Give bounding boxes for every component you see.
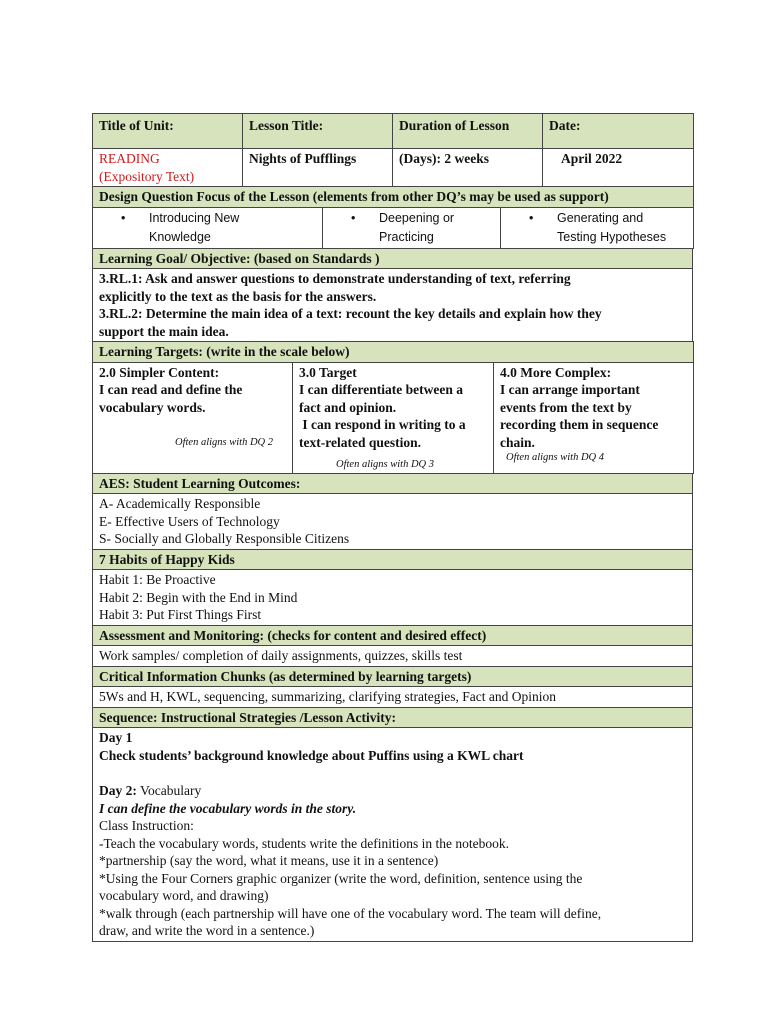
unit-subtitle: (Expository Text): [99, 168, 195, 184]
chunks-table: [92, 666, 693, 708]
dq-alignment-note: Often aligns with DQ 2: [175, 436, 274, 448]
target-simpler-content: 2.0 Simpler Content: I can read and define the vocabulary words. Often aligns with DQ 2: [93, 362, 293, 473]
day2-topic: Vocabulary: [136, 783, 202, 798]
lesson-title-value: Nights of Pufflings: [243, 149, 393, 187]
dq-option-deepening: • Deepening or Practicing: [323, 207, 501, 248]
header-table: [92, 113, 694, 187]
target-more-complex: 4.0 More Complex: I can arrange important events from the text by recording them in sequence chain. Often aligns with DQ 4: [494, 362, 694, 473]
target-main: 3.0 Target I can differentiate between a fact and opinion. I can respond in writing to a text-related question. Often aligns with DQ 3: [293, 362, 494, 473]
habits-body: Habit 1: Be Proactive Habit 2: Begin with the End in Mind Habit 3: Put First Things First: [93, 570, 693, 626]
duration-label: Duration of Lesson: [393, 114, 543, 149]
dq-option-generating: • Generating and Testing Hypotheses: [501, 207, 694, 248]
bullet-icon: •: [121, 210, 126, 225]
bullet-icon: •: [351, 210, 356, 225]
habits-heading: 7 Habits of Happy Kids: [93, 549, 693, 570]
day2-title: Day 2:: [99, 783, 137, 798]
unit-name: READING: [99, 151, 160, 166]
assessment-heading: Assessment and Monitoring: (checks for content and desired effect): [93, 625, 693, 646]
dq-alignment-note: Often aligns with DQ 4: [506, 451, 605, 463]
chunks-body: 5Ws and H, KWL, sequencing, summarizing, clarifying strategies, Fact and Opinion: [93, 687, 693, 708]
aes-heading: AES: Student Learning Outcomes:: [93, 473, 693, 494]
assessment-table: [92, 625, 693, 667]
sequence-body: Day 1 Check students’ background knowledge about Puffins using a KWL chart Day 2: Vocabulary I can define the vocabulary words in the story. Class Instruction: -Teach the vocabulary words, students write the definitions in the notebook. *partnership (say the word, what it means, use it in a sentence) *Using the Four Corners graphic organizer (write the word, definition, sentence using the vocabulary word, and drawing) *walk through (each partnership will have one of the vocabulary word. The team will define, draw, and write the word in a sentence.): [93, 728, 693, 942]
duration-value: (Days): 2 weeks: [393, 149, 543, 187]
date-value: April 2022: [543, 149, 694, 187]
day1-title: Day 1: [99, 730, 133, 745]
assessment-body: Work samples/ completion of daily assignments, quizzes, skills test: [93, 646, 693, 667]
learning-goal-body: 3.RL.1: Ask and answer questions to demonstrate understanding of text, referring explicitly to the text as the basis for the answers. 3.RL.2: Determine the main idea of a text: recount the key details and explain how they support the main idea.: [93, 269, 693, 342]
dq-option-introducing: • Introducing New Knowledge: [93, 207, 323, 248]
sequence-heading: Sequence: Instructional Strategies /Lesson Activity:: [93, 707, 693, 728]
title-of-unit-label: Title of Unit:: [93, 114, 243, 149]
bullet-icon: •: [529, 210, 534, 225]
day2-target: I can define the vocabulary words in the story.: [99, 800, 357, 816]
dq-alignment-note: Often aligns with DQ 3: [336, 458, 435, 470]
date-label: Date:: [543, 114, 694, 149]
learning-targets-table: [92, 341, 694, 474]
aes-table: [92, 473, 693, 550]
aes-body: A- Academically Responsible E- Effective Users of Technology S- Socially and Globally Responsible Citizens: [93, 494, 693, 550]
design-question-heading: Design Question Focus of the Lesson (elements from other DQ’s may be used as support): [93, 187, 694, 208]
day1-text: Check students’ background knowledge about Puffins using a KWL chart: [99, 747, 524, 763]
lesson-plan-document: [92, 113, 693, 942]
design-question-table: [92, 186, 694, 249]
sequence-table: [92, 707, 693, 942]
habits-table: [92, 549, 693, 626]
learning-goal-heading: Learning Goal/ Objective: (based on Standards ): [93, 248, 693, 269]
lesson-title-label: Lesson Title:: [243, 114, 393, 149]
chunks-heading: Critical Information Chunks (as determined by learning targets): [93, 666, 693, 687]
unit-value: [93, 149, 243, 187]
learning-goal-table: [92, 248, 693, 343]
learning-targets-heading: Learning Targets: (write in the scale below): [93, 342, 694, 363]
